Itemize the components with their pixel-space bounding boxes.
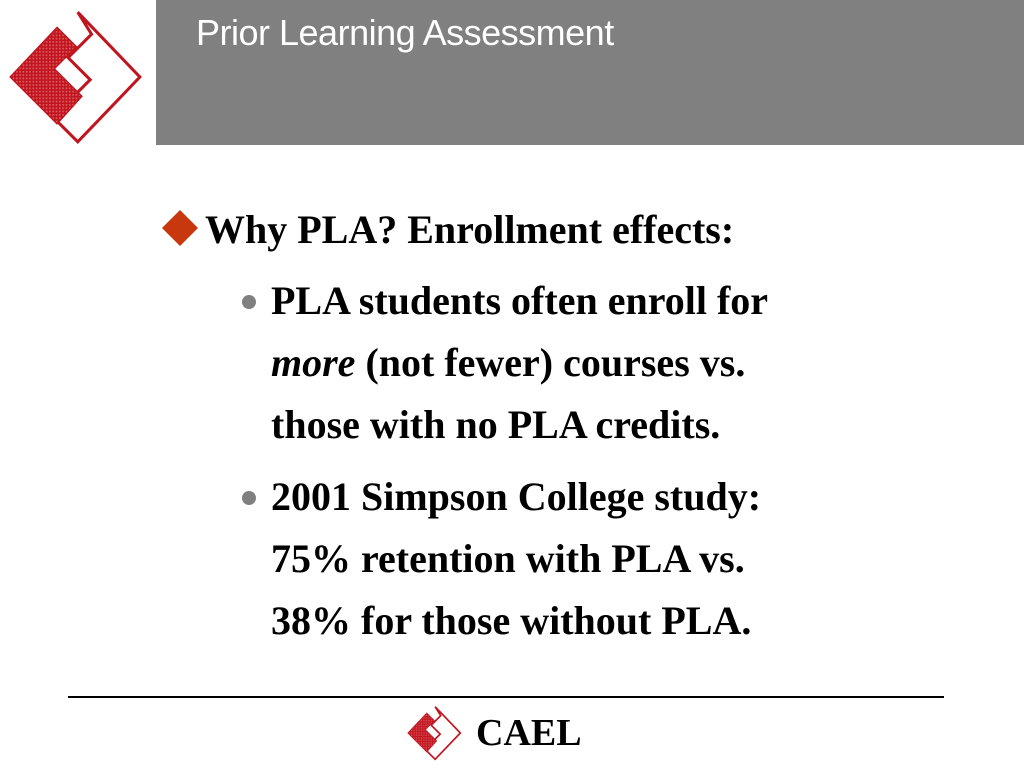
dot-bullet-icon xyxy=(242,491,256,505)
dot-bullet-icon xyxy=(242,295,256,309)
cael-logo-icon xyxy=(406,705,462,761)
diamond-bullet-icon xyxy=(160,208,200,248)
footer xyxy=(406,705,582,761)
sub-bullet-2 xyxy=(237,466,980,652)
sub-bullet-line: PLA students often enroll for xyxy=(271,278,769,323)
emphasis-text: more xyxy=(271,340,356,385)
main-bullet-text: Why PLA? Enrollment effects: xyxy=(205,207,735,252)
sub-bullet-line: 75% retention with PLA vs. xyxy=(271,536,745,581)
title-bar xyxy=(156,0,1024,145)
sub-bullet-line-rest: (not fewer) courses vs. xyxy=(355,340,746,385)
cael-logo-icon xyxy=(6,8,144,146)
sub-bullet-line xyxy=(271,332,980,394)
sub-bullet-line: 38% for those without PLA. xyxy=(271,598,752,643)
sub-bullet-line: 2001 Simpson College study: xyxy=(271,474,762,519)
sub-bullet-1 xyxy=(237,270,980,456)
footer-brand: CAEL xyxy=(476,712,582,754)
footer-divider xyxy=(68,696,944,698)
main-bullet xyxy=(160,200,980,260)
slide-title: Prior Learning Assessment xyxy=(196,12,614,53)
sub-bullet-line: those with no PLA credits. xyxy=(271,402,721,447)
slide-content xyxy=(160,200,980,652)
